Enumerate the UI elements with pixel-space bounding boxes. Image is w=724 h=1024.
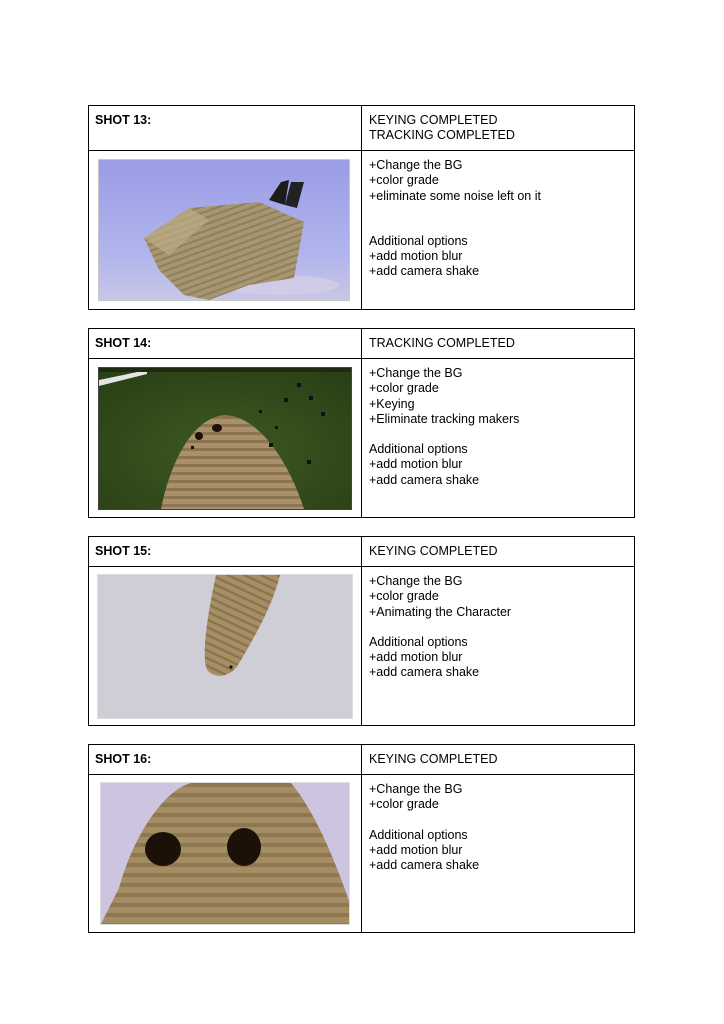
shot-15-status bbox=[362, 537, 634, 566]
shot-13-status-tracking: TRACKING COMPLETED bbox=[369, 128, 515, 142]
shot-13-task: +color grade bbox=[369, 173, 439, 188]
shot-13-header-row bbox=[89, 106, 634, 151]
shot-15-option: +add motion blur bbox=[369, 650, 463, 665]
shot-14-option: +add camera shake bbox=[369, 472, 480, 487]
shot-16-title: SHOT 16: bbox=[89, 745, 362, 774]
shot-14-task: +Keying bbox=[369, 396, 415, 411]
shot-15-task: +Animating the Character bbox=[369, 604, 512, 619]
shot-15-options-label: Additional options bbox=[369, 634, 468, 649]
shot-15-body-row bbox=[89, 567, 634, 726]
shot-13-notes bbox=[362, 151, 634, 310]
shot-16-thumbnail bbox=[100, 782, 350, 925]
shot-16-status-keying: KEYING COMPLETED bbox=[369, 752, 498, 766]
shot-15-notes bbox=[362, 567, 634, 726]
shot-13-options-label: Additional options bbox=[369, 233, 468, 248]
shot-14-options-label: Additional options bbox=[369, 442, 468, 457]
shot-14-thumbnail-cell bbox=[89, 359, 362, 518]
shot-15-task: +color grade bbox=[369, 589, 439, 604]
shot-16-option: +add motion blur bbox=[369, 842, 463, 857]
shot-13-task: +Change the BG bbox=[369, 158, 463, 172]
shot-14-status bbox=[362, 329, 634, 358]
shot-16-body-row bbox=[89, 775, 634, 933]
shot-13-status bbox=[362, 106, 634, 150]
shot-15-thumbnail-cell bbox=[89, 567, 362, 726]
shot-15-header-row bbox=[89, 537, 634, 567]
shot-13-option: +add motion blur bbox=[369, 249, 463, 264]
shot-15-option: +add camera shake bbox=[369, 665, 480, 680]
shot-16-task: +color grade bbox=[369, 797, 439, 812]
shot-15-status-keying: KEYING COMPLETED bbox=[369, 544, 498, 558]
shot-14-header-row bbox=[89, 329, 634, 359]
shot-15-table bbox=[88, 536, 635, 726]
shot-14-task: +color grade bbox=[369, 381, 439, 396]
shot-13-thumbnail bbox=[98, 159, 350, 301]
shot-15-task: +Change the BG bbox=[369, 574, 463, 588]
shot-16-notes bbox=[362, 775, 634, 933]
shot-14-body-row bbox=[89, 359, 634, 518]
shot-14-status-tracking: TRACKING COMPLETED bbox=[369, 336, 515, 350]
shot-16-thumbnail-cell bbox=[89, 775, 362, 933]
shot-15-title: SHOT 15: bbox=[89, 537, 362, 566]
shot-13-title: SHOT 13: bbox=[89, 106, 362, 150]
shot-13-thumbnail-cell bbox=[89, 151, 362, 310]
shot-14-table bbox=[88, 328, 635, 518]
shot-14-task: +Eliminate tracking makers bbox=[369, 411, 520, 426]
shot-14-task: +Change the BG bbox=[369, 366, 463, 380]
shot-15-thumbnail bbox=[97, 574, 353, 719]
shot-16-task: +Change the BG bbox=[369, 782, 463, 796]
shot-16-status bbox=[362, 745, 634, 774]
shot-16-options-label: Additional options bbox=[369, 827, 468, 842]
shot-14-thumbnail bbox=[98, 367, 352, 510]
shot-16-table bbox=[88, 744, 635, 933]
shot-14-notes bbox=[362, 359, 634, 518]
shot-13-task: +eliminate some noise left on it bbox=[369, 188, 541, 203]
shot-14-option: +add motion blur bbox=[369, 457, 463, 472]
shot-13-body-row bbox=[89, 151, 634, 310]
shot-13-table bbox=[88, 105, 635, 310]
shot-14-title: SHOT 14: bbox=[89, 329, 362, 358]
shot-16-header-row bbox=[89, 745, 634, 775]
shot-13-status-keying: KEYING COMPLETED bbox=[369, 113, 498, 127]
shot-16-option: +add camera shake bbox=[369, 858, 480, 873]
shot-13-option: +add camera shake bbox=[369, 264, 480, 279]
